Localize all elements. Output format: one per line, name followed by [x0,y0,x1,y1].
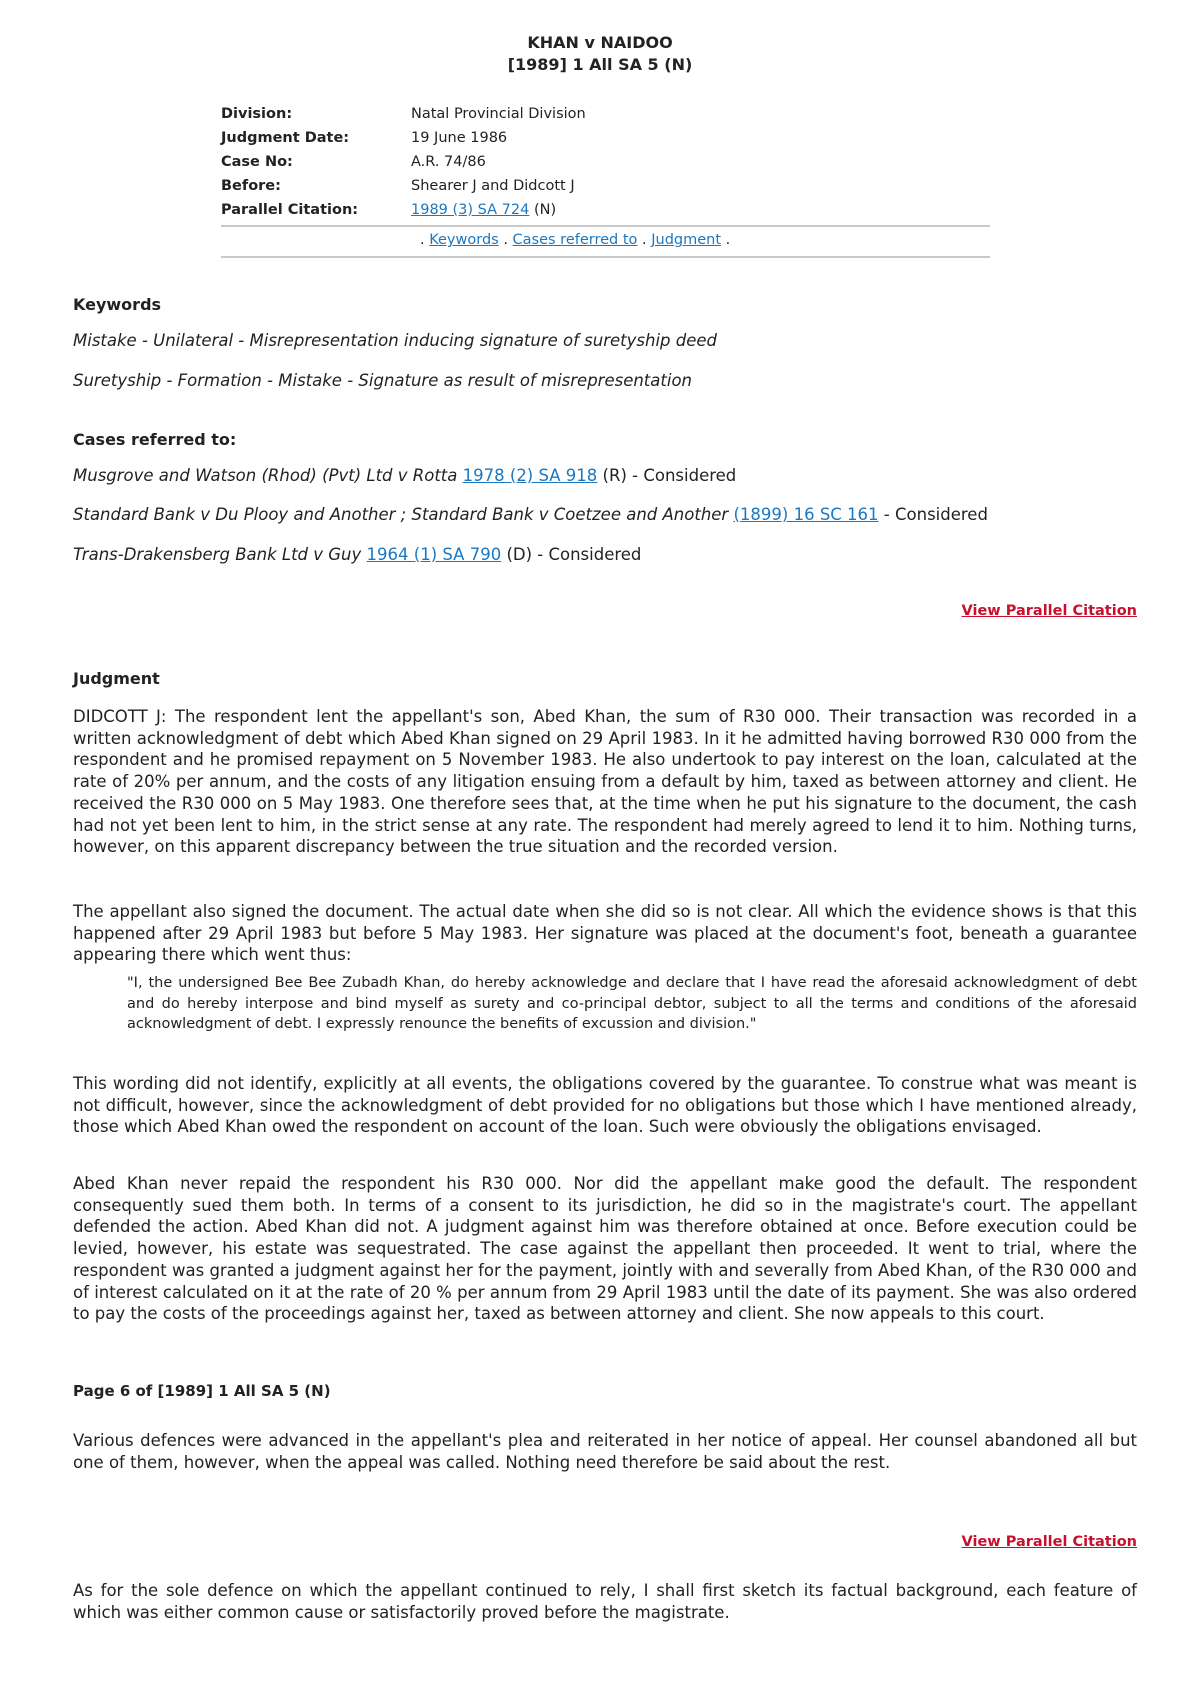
case-title: KHAN v NAIDOO [527,33,673,52]
meta-row-case-no [221,150,990,174]
case-citation-link[interactable]: 1978 (2) SA 918 [462,466,598,485]
judgment-quote: "I, the undersigned Bee Bee Zubadh Khan, do hereby acknowledge and declare that I have read the aforesaid acknowledgment of debt and do hereby interpose and bind myself as surety and co-principal debtor, subject to all the terms and conditions of the aforesaid acknowledgment of debt. I expressly renounce the benefits of excussion and division." [127,975,1137,1032]
meta-value: Shearer J and Didcott J [411,178,575,194]
nav-separator: . [642,232,647,248]
judgment-paragraph: Various defences were advanced in the appellant's plea and reiterated in her notice of appeal. Her counsel abandoned all but one of them, however, when the appeal was called. Nothing need therefore be said about the rest. [73,1431,1137,1472]
case-citation: [1989] 1 All SA 5 (N) [507,55,693,74]
view-parallel-citation-link[interactable]: View Parallel Citation [961,1534,1137,1550]
judgment-paragraph: DIDCOTT J: The respondent lent the appellant's son, Abed Khan, the sum of R30 000. Their transaction was recorded in a written acknowledgment of debt which Abed Khan signed on 29 April 1983. In it he admitted having borrowed R30 000 from the respondent and he promised repayment on 5 November 1983. He also undertook to pay interest on the loan, calculated at the rate of 20% per annum, and the costs of any litigation ensuing from a default by him, taxed as between attorney and client. He received the R30 000 on 5 May 1983. One therefore sees that, at the time when he put his signature to the document, the cash had not yet been lent to him, in the strict sense at any rate. The respondent had merely agreed to lend it to him. Nothing turns, however, on this apparent discrepancy between the true situation and the recorded version. [73,707,1137,857]
view-parallel-citation [73,603,1137,619]
nav-link-judgment[interactable]: Judgment [651,232,722,248]
nav-separator: . [420,232,425,248]
keyword-item: Suretyship - Formation - Mistake - Signature as result of misrepresentation [73,371,692,390]
cases-heading: Cases referred to: [73,430,237,449]
judgment-heading: Judgment [73,669,160,688]
parallel-citation-link[interactable]: 1989 (3) SA 724 [411,202,530,218]
nav-separator: . [503,232,508,248]
meta-row-before [221,174,990,198]
meta-label: Before: [221,178,281,194]
meta-label: Case No: [221,154,293,170]
meta-label: Parallel Citation: [221,202,359,218]
meta-value: 19 June 1986 [411,130,508,146]
case-name: Musgrove and Watson (Rhod) (Pvt) Ltd v Rotta [73,466,458,485]
case-name: Standard Bank v Du Plooy and Another ; Standard Bank v Coetzee and Another [73,505,729,524]
case-item [73,545,1137,564]
view-parallel-citation-link[interactable]: View Parallel Citation [961,603,1137,619]
meta-value: A.R. 74/86 [411,154,486,170]
case-citation-link[interactable]: 1964 (1) SA 790 [366,545,502,564]
nav-separator: . [725,232,731,248]
case-suffix: (R) - Considered [597,466,737,485]
meta-row-parallel-citation [221,198,990,222]
case-suffix: - Considered [878,505,988,524]
meta-value [411,198,990,222]
case-metadata [221,102,990,258]
case-name: Trans-Drakensberg Bank Ltd v Guy [73,545,362,564]
view-parallel-citation [73,1534,1137,1550]
parallel-citation-suffix: (N) [529,202,557,218]
meta-row-division [221,102,990,126]
case-citation-link[interactable]: (1899) 16 SC 161 [733,505,879,524]
case-item [73,505,1137,524]
meta-label: Division: [221,106,293,122]
judgment-paragraph: This wording did not identify, explicitly at all events, the obligations covered by the guarantee. To construe what was meant is not difficult, however, since the acknowledgment of debt provided for no obligations but those which I have mentioned already, those which Abed Khan owed the respondent on account of the loan. Such were obviously the obligations envisaged. [73,1074,1137,1137]
nav-link-keywords[interactable]: Keywords [429,232,499,248]
judgment-paragraph: Abed Khan never repaid the respondent his R30 000. Nor did the appellant make good the default. The respondent consequently sued them both. In terms of a consent to its jurisdiction, he did so in the magistrate's court. The appellant defended the action. Abed Khan did not. A judgment against him was therefore obtained at once. Before execution could be levied, however, his estate was sequestrated. The case against the appellant then proceeded. It went to trial, where the respondent was granted a judgment against her for the payment, jointly with and severally from Abed Khan, of the R30 000 and of interest calculated on it at the rate of 20 % per annum from 29 April 1983 until the date of its payment. She was also ordered to pay the costs of the proceedings against her, taxed as between attorney and client. She now appeals to this court. [73,1174,1137,1324]
judgment-paragraph: The appellant also signed the document. The actual date when she did so is not clear. All which the evidence shows is that this happened after 29 April 1983 but before 5 May 1983. Her signature was placed at the document's foot, beneath a guarantee appearing there which went thus: [73,902,1137,965]
meta-label: Judgment Date: [221,130,350,146]
case-title-block [0,0,1200,76]
judgment-paragraph: As for the sole defence on which the appellant continued to rely, I shall first sketch its factual background, each feature of which was either common cause or satisfactorily proved before the magistrate. [73,1581,1137,1622]
meta-value: Natal Provincial Division [411,106,586,122]
keyword-item: Mistake - Unilateral - Misrepresentation inducing signature of suretyship deed [73,331,718,350]
page-marker: Page 6 of [1989] 1 All SA 5 (N) [73,1382,331,1400]
section-nav [221,227,990,253]
case-suffix: (D) - Considered [501,545,642,564]
divider-bottom [221,256,990,258]
case-item [73,466,1137,485]
nav-link-cases[interactable]: Cases referred to [512,232,638,248]
meta-row-judgment-date [221,126,990,150]
keywords-heading: Keywords [73,295,162,314]
